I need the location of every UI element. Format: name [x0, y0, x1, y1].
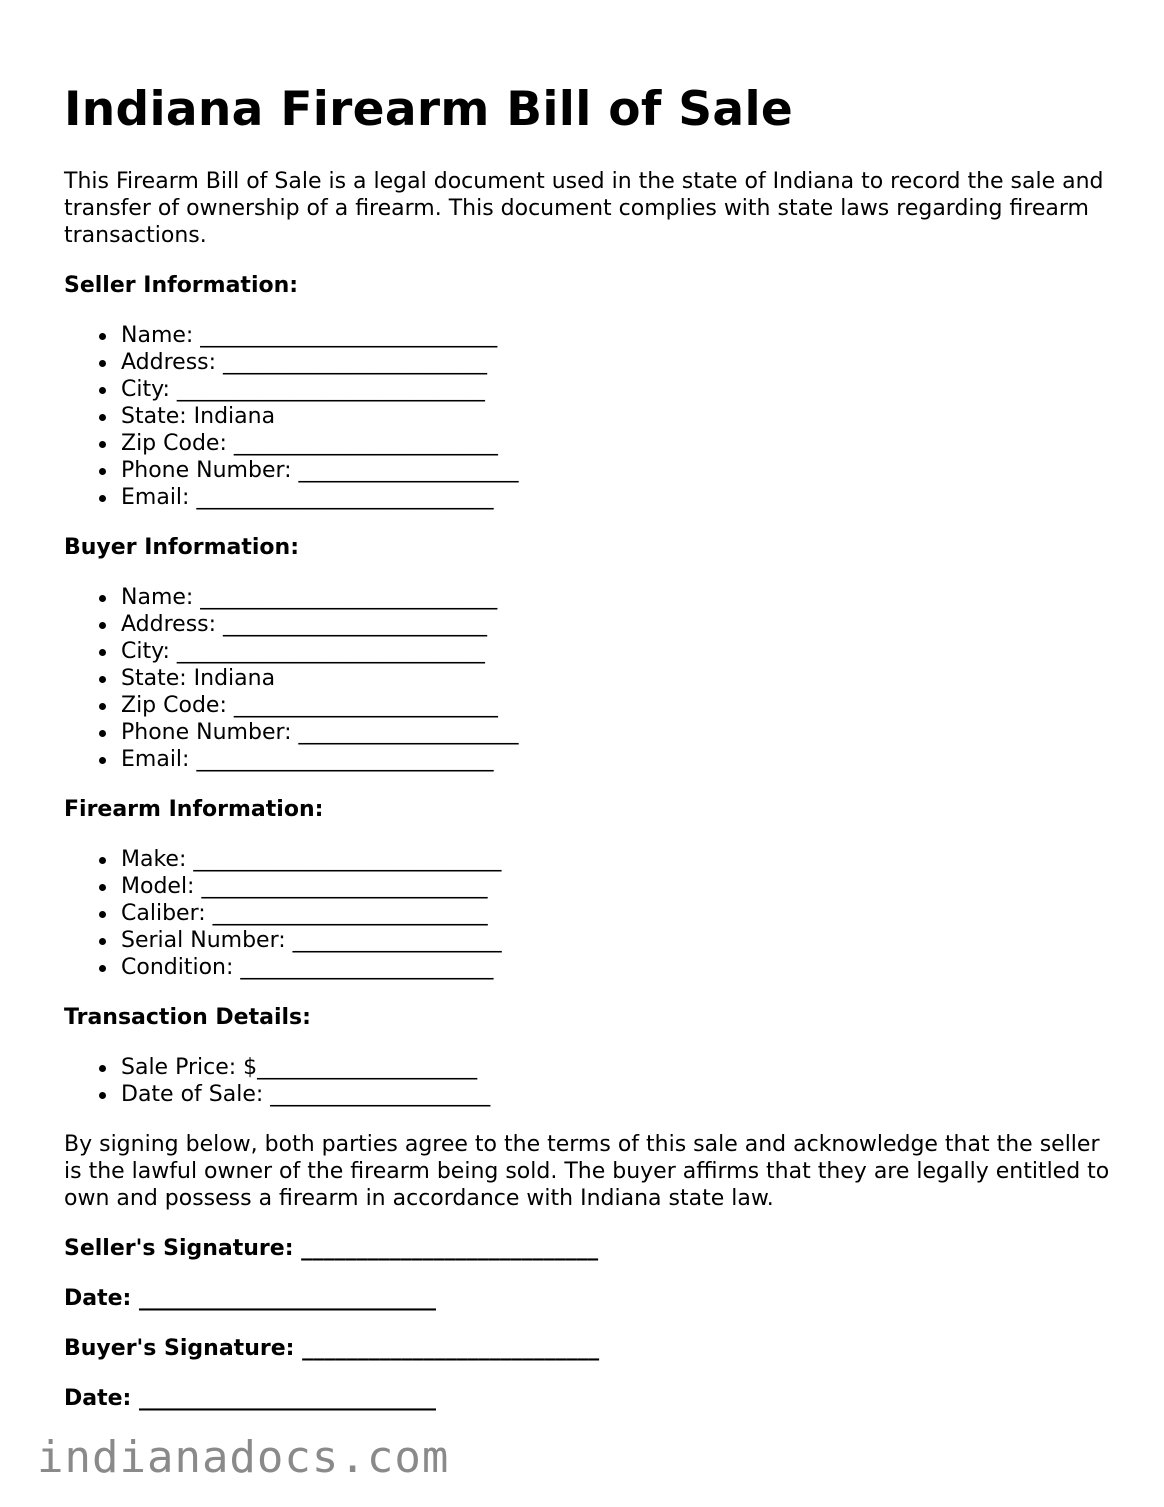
- page-title: Indiana Firearm Bill of Sale: [64, 82, 794, 137]
- seller-date-line: Date: ___________________________: [64, 1286, 437, 1311]
- closing-paragraph: By signing below, both parties agree to the terms of this sale and acknowledge that the seller is the lawful owner of the firearm being sold. The buyer affirms that they are legally entitled to own and possess a firearm in accordance with Indiana state law.: [64, 1132, 1110, 1211]
- buyer-name-field: Name: ___________________________: [121, 584, 1114, 611]
- seller-name-field: Name: ___________________________: [121, 322, 1114, 349]
- sale-date-field: Date of Sale: ____________________: [121, 1081, 1114, 1108]
- firearm-model-field: Model: __________________________: [121, 873, 1114, 900]
- seller-address-field: Address: ________________________: [121, 349, 1114, 376]
- seller-signature-line: Seller's Signature: ___________________________: [64, 1236, 599, 1261]
- seller-zip-field: Zip Code: ________________________: [121, 430, 1114, 457]
- buyer-zip-field: Zip Code: ________________________: [121, 692, 1114, 719]
- intro-paragraph: This Firearm Bill of Sale is a legal document used in the state of Indiana to record the sale and transfer of ownership of a firearm. This document complies with state laws regarding firearm transactions.: [64, 169, 1104, 248]
- seller-city-field: City: ____________________________: [121, 376, 1114, 403]
- buyer-signature-line: Buyer's Signature: ___________________________: [64, 1336, 600, 1361]
- transaction-section-heading: Transaction Details:: [64, 1005, 311, 1030]
- buyer-email-field: Email: ___________________________: [121, 746, 1114, 773]
- firearm-serial-field: Serial Number: ___________________: [121, 927, 1114, 954]
- seller-fields-list: [64, 322, 1114, 511]
- buyer-state-field: State: Indiana: [121, 665, 1114, 692]
- seller-phone-field: Phone Number: ____________________: [121, 457, 1114, 484]
- firearm-condition-field: Condition: _______________________: [121, 954, 1114, 981]
- transaction-fields-list: [64, 1054, 1114, 1108]
- firearm-caliber-field: Caliber: _________________________: [121, 900, 1114, 927]
- watermark: indianadocs.com: [37, 1432, 450, 1483]
- document-page: [64, 82, 1114, 1412]
- firearm-fields-list: [64, 846, 1114, 981]
- sale-price-field: Sale Price: $____________________: [121, 1054, 1114, 1081]
- buyer-fields-list: [64, 584, 1114, 773]
- seller-email-field: Email: ___________________________: [121, 484, 1114, 511]
- buyer-section-heading: Buyer Information:: [64, 535, 299, 560]
- seller-section-heading: Seller Information:: [64, 273, 299, 298]
- buyer-date-line: Date: ___________________________: [64, 1386, 437, 1411]
- seller-state-field: State: Indiana: [121, 403, 1114, 430]
- buyer-address-field: Address: ________________________: [121, 611, 1114, 638]
- buyer-phone-field: Phone Number: ____________________: [121, 719, 1114, 746]
- firearm-section-heading: Firearm Information:: [64, 797, 324, 822]
- buyer-city-field: City: ____________________________: [121, 638, 1114, 665]
- firearm-make-field: Make: ____________________________: [121, 846, 1114, 873]
